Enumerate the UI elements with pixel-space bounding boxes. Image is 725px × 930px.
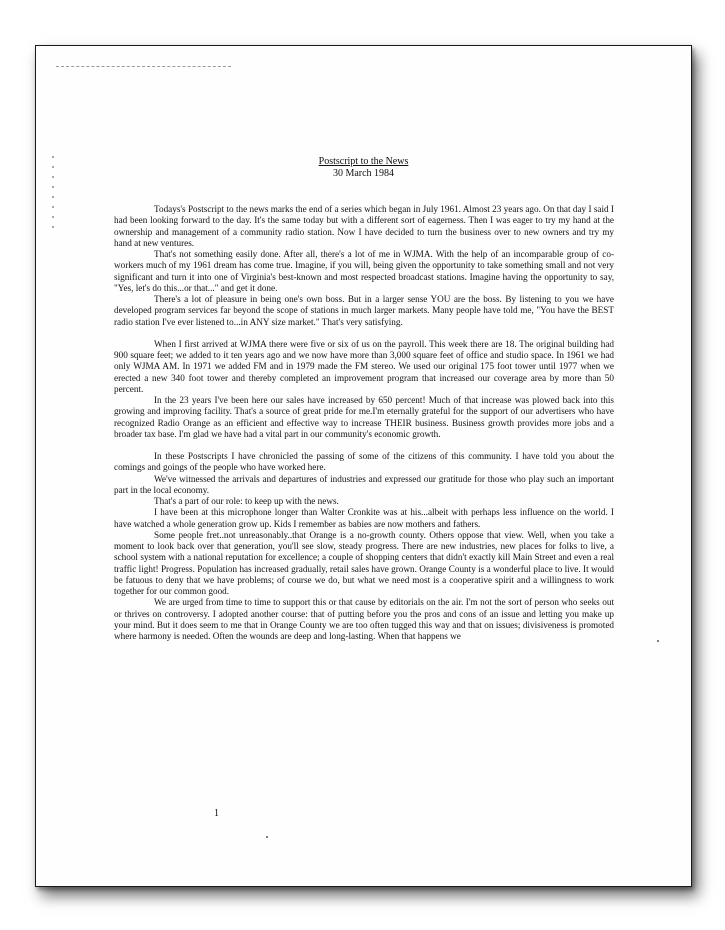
scan-speck bbox=[266, 836, 268, 838]
scan-edge-mark bbox=[56, 66, 231, 67]
scan-speck bbox=[657, 640, 659, 642]
paragraph: I have been at this microphone longer than Walter Cronkite was at his...albeit with perhaps less influence on the world. I have watched a whole generation grow up. Kids I remember as babies are now mothers and fathers. bbox=[114, 507, 614, 529]
paragraph: We are urged from time to time to support this or that cause by editorials on the air. I'm not the sort of person who seeks out or thrives on controversy. I adopted another course: that of putting before you the pros and cons of an issue and letting you make up your mind. But it does seem to me that in Orange County we are too often tugged this way and that on issues; divisiveness is promoted where harmony is needed. Often the wounds are deep and long-lasting. When that happens we bbox=[114, 597, 614, 641]
page-number: 1 bbox=[214, 808, 219, 819]
paragraph: Some people fret..not unreasonably..that Orange is a no-growth county. Others oppose that view. Well, when you take a moment to look back over that generation, you'll see slow, steady progress. There are new industries, new places for folks to live, a school system with a national reputation for excellence; a couple of shopping centers that didn't exactly kill Main Street and even a real traffic light! Progress. Population has increased gradually, retail sales have grown. Orange County is a wonderful place to live. It would be fatuous to deny that we have problems; of course we do, but what we need most is a cooperative spirit and a willingness to work together for our common good. bbox=[114, 529, 614, 596]
paragraph: In the 23 years I've been here our sales have increased by 650 percent! Much of that increase was plowed back into this growing and improving facility. That's a source of great pride for me.I'm eternally grateful for the support of our advertisers who have recognized Radio Orange as an efficient and effective way to increase THEIR business. Business growth provides more jobs and a broader tax base. I'm glad we have had a vital part in our community's economic growth. bbox=[114, 395, 614, 439]
paragraph: That's not something easily done. After all, there's a lot of me in WJMA. With the help of an incomparable group of co-workers much of my 1961 dream has come true. Imagine, if you will, being given the opportunity to take something small and not very significant and turn it into one of Virginia's best-known and most respected broadcast stations. Imagine having the opportunity to say, "Yes, let's do this...or that..." and get it done. bbox=[114, 249, 614, 293]
document-title: Postscript to the News bbox=[318, 156, 409, 167]
document-date: 30 March 1984 bbox=[332, 168, 395, 179]
paragraph: When I first arrived at WJMA there were five or six of us on the payroll. This week there are 18. The original building had 900 square feet; we added to it ten years ago and we now have more than 3,000 square feet of office and studio space. In 1961 we had only WJMA AM. In 1971 we added FM and in 1979 made the FM stereo. We used our original 175 foot tower until 1977 when we erected a new 340 foot tower and thereby completed an improvement program that increased our coverage area by more than 50 percent. bbox=[114, 338, 614, 394]
paragraph: In these Postscripts I have chronicled the passing of some of the citizens of this community. I have told you about the comings and goings of the people who have worked here. bbox=[114, 451, 614, 473]
body-text bbox=[114, 204, 614, 642]
paragraph: Todays's Postscript to the news marks the end of a series which began in July 1961. Almost 23 years ago. On that day I said I had been looking forward to the day. It's the same today but with a different sort of eagerness. Then I was eager to try my hand at the ownership and management of a community radio station. Now I have decided to turn the business over to new owners and try my hand at new ventures. bbox=[114, 204, 614, 248]
paragraph: That's a part of our role: to keep up with the news. bbox=[154, 496, 339, 506]
paragraph: There's a lot of pleasure in being one's own boss. But in a larger sense YOU are the boss. By listening to you we have developed program services far beyond the scope of stations in much larger markets. Many people have told me, "You have the BEST radio station I've ever listened to...in ANY size market." That's very satisfying. bbox=[114, 294, 614, 327]
document-page bbox=[35, 45, 692, 887]
title-block bbox=[36, 156, 691, 180]
paragraph: We've witnessed the arrivals and departures of industries and expressed our gratitude for those who play such an important part in the local economy. bbox=[114, 473, 614, 495]
